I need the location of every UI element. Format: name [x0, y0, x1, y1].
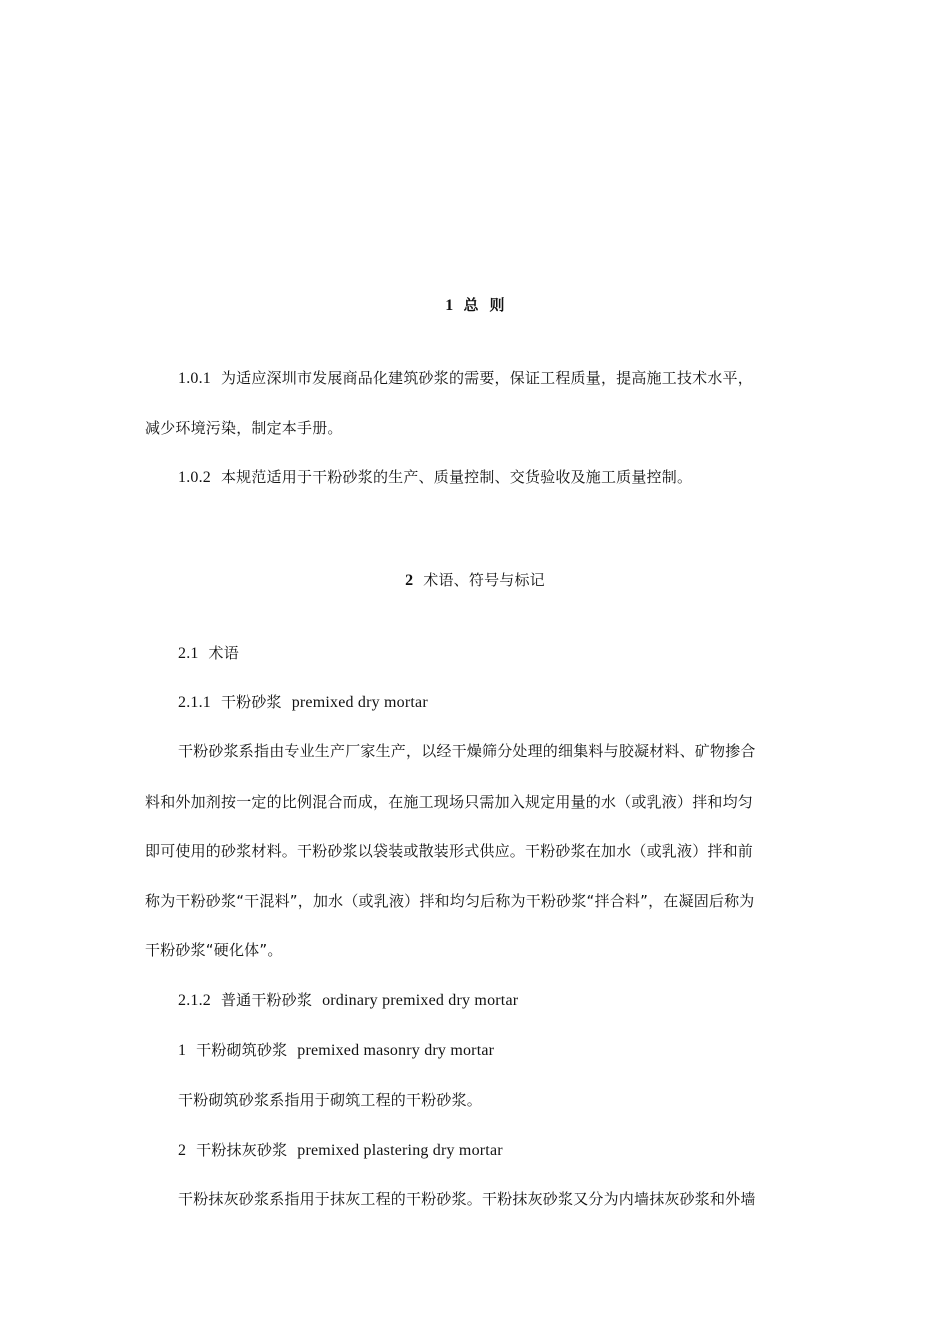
chapter-number: 1 [445, 297, 454, 314]
chapter-title: 术语、符号与标记 [423, 571, 545, 589]
item-number: 2 [178, 1142, 187, 1159]
item-cn: 干粉抹灰砂浆 [196, 1141, 288, 1159]
clause-1-0-1-line-1 [178, 368, 753, 389]
term-definition-line: 干粉砂浆系指由专业生产厂家生产，以经干燥筛分处理的细集料与胶凝材料、矿物掺合 [178, 742, 756, 760]
item-number: 1 [178, 1042, 187, 1059]
term-definition-line: 称为干粉砂浆“干混料”，加水（或乳液）拌和均匀后称为干粉砂浆“拌合料”，在凝固后称为 [145, 892, 755, 910]
item-cn: 干粉砌筑砂浆 [196, 1041, 288, 1059]
term-en: ordinary premixed dry mortar [322, 992, 519, 1009]
chapter-1-heading [0, 295, 950, 316]
clause-number: 1.0.1 [178, 370, 211, 387]
item-1-definition: 干粉砌筑砂浆系指用于砌筑工程的干粉砂浆。 [178, 1091, 483, 1109]
term-definition-line: 即可使用的砂浆材料。干粉砂浆以袋装或散装形式供应。干粉砂浆在加水（或乳液）拌和前 [145, 842, 754, 860]
clause-1-0-2 [178, 467, 692, 488]
item-1-heading [178, 1040, 494, 1061]
term-2-1-2-heading [178, 990, 518, 1011]
clause-text: 为适应深圳市发展商品化建筑砂浆的需要，保证工程质量，提高施工技术水平， [220, 369, 753, 387]
clause-text: 减少环境污染，制定本手册。 [145, 419, 343, 437]
item-2-definition: 干粉抹灰砂浆系指用于抹灰工程的干粉砂浆。干粉抹灰砂浆又分为内墙抹灰砂浆和外墙 [178, 1190, 756, 1208]
term-definition-line: 干粉砂浆“硬化体”。 [145, 941, 283, 959]
item-en: premixed masonry dry mortar [297, 1042, 495, 1059]
term-en: premixed dry mortar [291, 694, 428, 711]
term-number: 2.1.1 [178, 694, 211, 711]
chapter-2-heading [0, 570, 950, 591]
section-number: 2.1 [178, 645, 199, 662]
term-cn: 普通干粉砂浆 [220, 991, 313, 1009]
term-definition-line: 料和外加剂按一定的比例混合而成，在施工现场只需加入规定用量的水（或乳液）拌和均匀 [145, 793, 754, 811]
term-number: 2.1.2 [178, 992, 211, 1009]
chapter-title: 总 则 [463, 296, 505, 314]
section-title: 术语 [208, 644, 239, 662]
clause-text: 本规范适用于干粉砂浆的生产、质量控制、交货验收及施工质量控制。 [220, 468, 693, 486]
term-2-1-1-heading [178, 692, 428, 713]
chapter-number: 2 [405, 572, 414, 589]
clause-1-0-1-line-2 [145, 418, 343, 438]
item-en: premixed plastering dry mortar [297, 1142, 503, 1159]
term-cn: 干粉砂浆 [220, 693, 282, 711]
section-2-1-heading [178, 643, 239, 664]
item-2-heading [178, 1140, 503, 1161]
clause-number: 1.0.2 [178, 469, 211, 486]
